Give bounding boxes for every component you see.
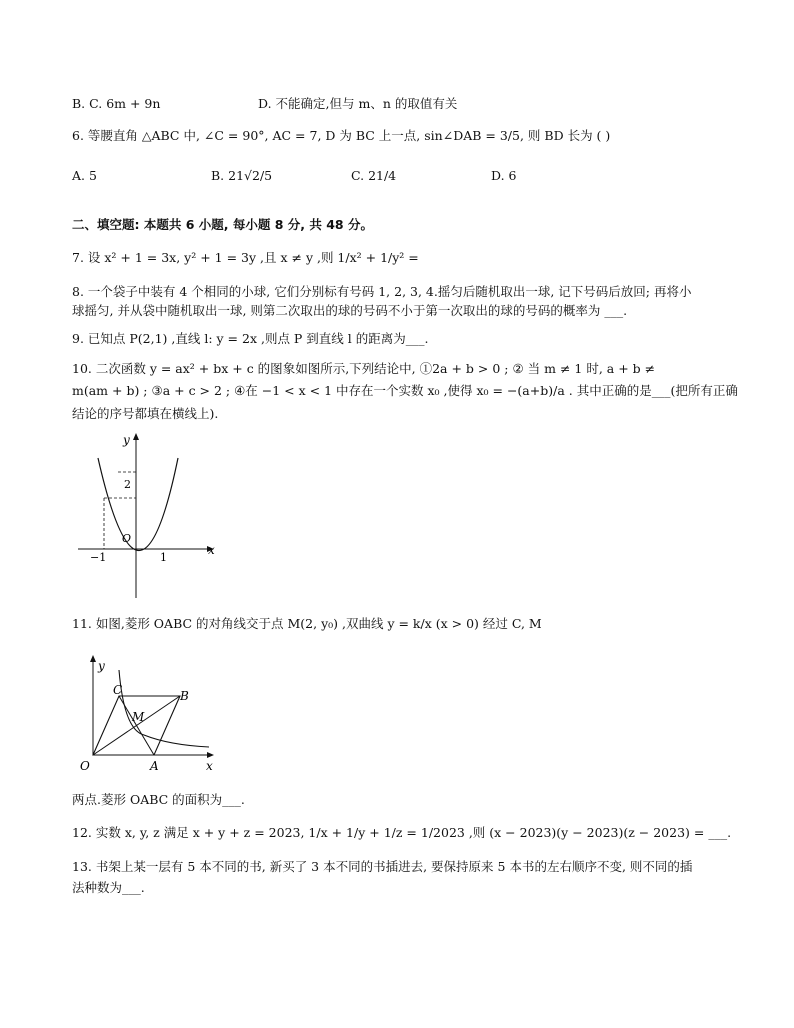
diagonal-ac bbox=[119, 696, 154, 755]
q7-text: 7. 设 x² + 1 = 3x, y² + 1 = 3y ,且 x ≠ y ,则 1/x² + 1/y² = bbox=[72, 250, 419, 265]
q5-option-b: B. C. 6m + 9n bbox=[72, 96, 161, 111]
y-axis-arrow bbox=[90, 655, 96, 662]
q9-text: 9. 已知点 P(2,1) ,直线 l: y = 2x ,则点 P 到直线 l 的距离为___. bbox=[72, 331, 429, 346]
q6-option-c: C. 21/4 bbox=[351, 168, 397, 183]
q10-line3: 结论的序号都填在横线上). bbox=[72, 406, 219, 421]
q6-option-b: B. 21√2/5 bbox=[211, 168, 273, 183]
y-label: y bbox=[123, 433, 130, 447]
rhombus-figure bbox=[74, 650, 224, 774]
tick-1: 1 bbox=[160, 551, 167, 564]
q13-line1: 13. 书架上某一层有 5 本不同的书, 新买了 3 本不同的书插进去, 要保持原来 5 本书的左右顺序不变, 则不同的插 bbox=[72, 859, 693, 874]
y-label: y bbox=[98, 659, 105, 673]
origin-label: O bbox=[122, 532, 132, 545]
q13-line2: 法种数为___. bbox=[72, 880, 145, 895]
parabola-curve bbox=[98, 458, 178, 551]
tick-neg1: −1 bbox=[90, 551, 107, 564]
point-m-label: M bbox=[132, 710, 145, 724]
x-label: x bbox=[206, 759, 213, 773]
x-label: x bbox=[208, 543, 215, 557]
point-b-label: B bbox=[180, 689, 189, 703]
q8-line2: 球摇匀, 并从袋中随机取出一球, 则第二次取出的球的号码不小于第一次取出的球的号码的概率为 ___. bbox=[72, 303, 628, 318]
point-a-label: A bbox=[150, 759, 159, 773]
q11-stem: 11. 如图,菱形 OABC 的对角线交于点 M(2, y₀) ,双曲线 y = k/x (x > 0) 经过 C, M bbox=[72, 616, 542, 631]
y-axis-arrow bbox=[133, 433, 139, 440]
q11-tail: 两点.菱形 OABC 的面积为___. bbox=[72, 792, 245, 807]
section-heading: 二、填空题: 本题共 6 小题, 每小题 8 分, 共 48 分。 bbox=[72, 217, 373, 232]
q6-option-d: D. 6 bbox=[491, 168, 517, 183]
q5-option-d: D. 不能确定,但与 m、n 的取值有关 bbox=[258, 96, 458, 111]
q12-text: 12. 实数 x, y, z 满足 x + y + z = 2023, 1/x + 1/y + 1/z = 1/2023 ,则 (x − 2023)(y − 2023)(z − 2023) = ___. bbox=[72, 825, 732, 840]
parabola-figure bbox=[74, 428, 224, 604]
q6-stem: 6. 等腰直角 △ABC 中, ∠C = 90°, AC = 7, D 为 BC 上一点, sin∠DAB = 3/5, 则 BD 长为 ( ) bbox=[72, 128, 611, 143]
q5-options bbox=[72, 96, 160, 112]
origin-label: O bbox=[80, 759, 90, 773]
q8-line1: 8. 一个袋子中装有 4 个相同的小球, 它们分别标有号码 1, 2, 3, 4.摇匀后随机取出一球, 记下号码后放回; 再将小 bbox=[72, 284, 692, 299]
point-c-label: C bbox=[113, 683, 123, 697]
q10-line2: m(am + b) ; ③a + c > 2 ; ④在 −1 < x < 1 中存在一个实数 x₀ ,使得 x₀ = −(a+b)/a . 其中正确的是___(把所有正确 bbox=[72, 383, 738, 398]
tick-2: 2 bbox=[124, 478, 131, 491]
hyperbola-curve bbox=[119, 670, 209, 747]
q10-line1: 10. 二次函数 y = ax² + bx + c 的图象如图所示,下列结论中, ①2a + b > 0 ; ② 当 m ≠ 1 时, a + b ≠ bbox=[72, 361, 656, 376]
q6-option-a: A. 5 bbox=[72, 168, 97, 183]
x-axis-arrow bbox=[207, 752, 214, 758]
